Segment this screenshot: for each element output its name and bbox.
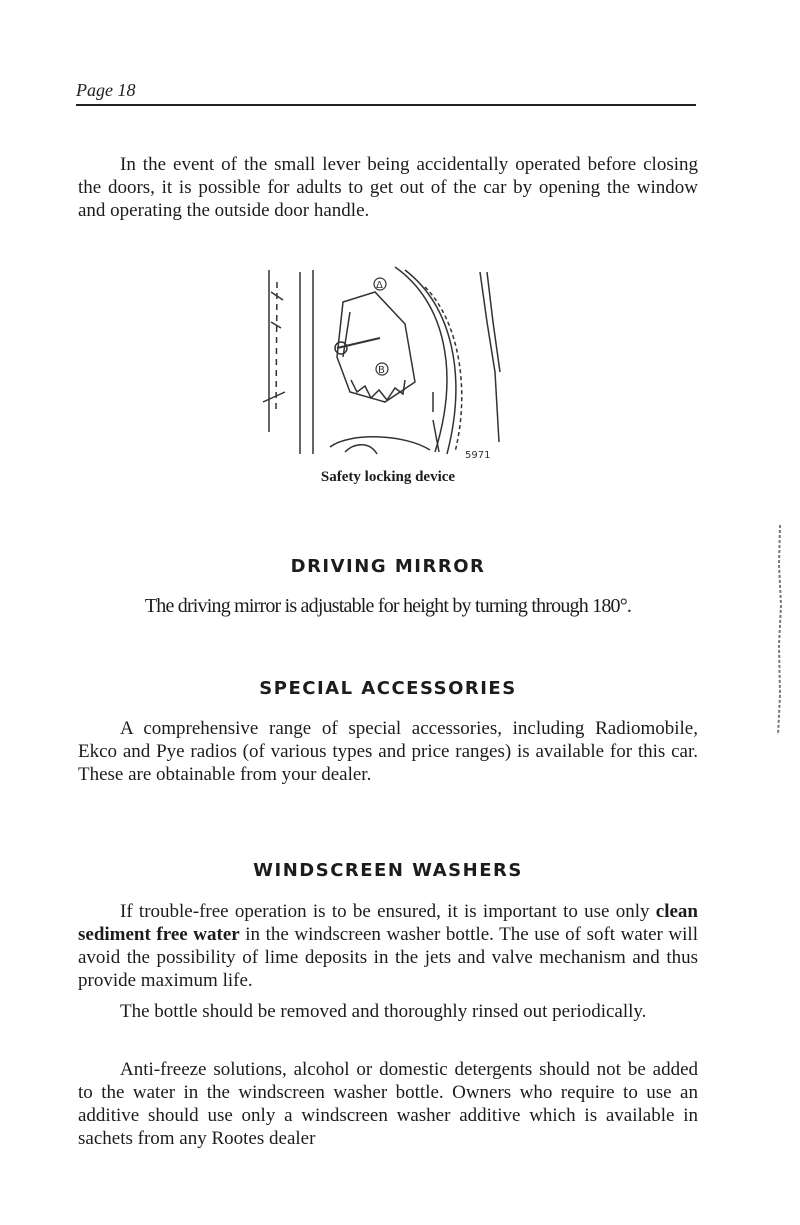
figure-ref-number: 5971 (465, 450, 491, 461)
windscreen-washers-para-3: Anti-freeze solutions, alcohol or domestic detergents should not be added to the water in the windscreen washer bottle. Owners who require to use an additive should use only a windscreen washer additive which is available in sachets from any Rootes dealer (78, 1059, 698, 1149)
figure-caption: Safety locking device (320, 469, 456, 485)
special-accessories-text: A comprehensive range of special accessories, including Radiomobile, Ekco and Pye radios (of various types and price ranges) is available for this car. These are obtainable from your dealer. (78, 718, 698, 785)
heading-driving-mirror: DRIVING MIRROR (290, 556, 486, 577)
windscreen-washers-para-1 (78, 900, 698, 992)
safety-locking-device-drawing (255, 262, 505, 462)
intro-paragraph: In the event of the small lever being accidentally operated before closing the doors, it is possible for adults to get out of the car by opening the window and operating the outside door handle. (78, 154, 698, 221)
para-1-text-start: If trouble-free operation is to be ensured, it is important to use only (120, 901, 656, 922)
heading-special-accessories: SPECIAL ACCESSORIES (259, 678, 517, 699)
label-a: Δ (376, 280, 383, 291)
safety-locking-device-figure (255, 262, 505, 462)
para-1-text-end: in the windscreen washer bottle. The use of soft water will avoid the possibility of lime deposits in the jets and valve mechanism and thus provide maximum life. (78, 924, 698, 991)
driving-mirror-text: The driving mirror is adjustable for height by turning through 180°. (144, 595, 632, 617)
label-b: B (378, 365, 385, 376)
heading-windscreen-washers: WINDSCREEN WASHERS (253, 860, 523, 881)
windscreen-washers-para-2: The bottle should be removed and thoroughly rinsed out periodically. (120, 1001, 647, 1022)
margin-scan-mark (773, 525, 787, 735)
page-header (76, 78, 696, 106)
para-1-emphasis: clean sediment free water (78, 901, 698, 945)
page-number: Page 18 (76, 80, 136, 100)
